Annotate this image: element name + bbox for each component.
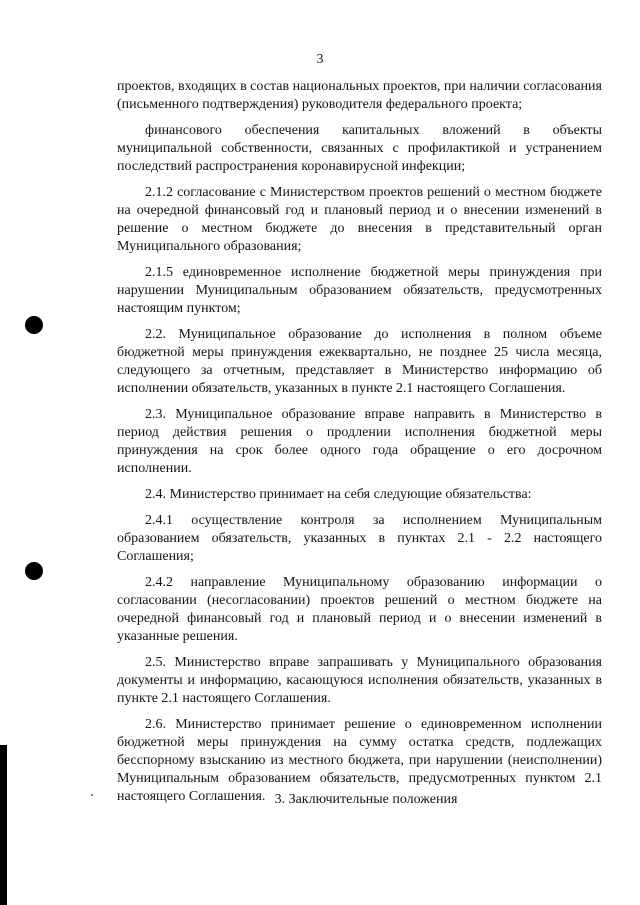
scan-speck <box>91 794 93 796</box>
scan-edge-shadow <box>0 745 7 905</box>
paragraph-2-3: 2.3. Муниципальное образование вправе направить в Министерство в период действия решения о продлении исполнения бюджетной меры принуждения на срок более одного года обращение о его досрочном исполнении. <box>117 407 602 476</box>
punch-hole-top <box>25 316 43 334</box>
paragraph-2-2: 2.2. Муниципальное образование до исполнения в полном объеме бюджетной меры принуждения ежеквартально, не позднее 25 числа месяца, следующего за отчетным, представляет в Министерство информацию об исполнении обязательств, указанных в пункте 2.1 настоящего Соглашения. <box>117 327 602 396</box>
paragraph-2-5: 2.5. Министерство вправе запрашивать у Муниципального образования документы и информацию, касающуюся исполнения обязательств, указанных в пункте 2.1 настоящего Соглашения. <box>117 655 602 706</box>
paragraph-2-4: 2.4. Министерство принимает на себя следующие обязательства: <box>145 487 532 502</box>
paragraph-national-projects: проектов, входящих в состав национальных проектов, при наличии согласования (письменного подтверждения) руководителя федерального проекта; <box>117 79 602 112</box>
paragraph-2-4-1: 2.4.1 осуществление контроля за исполнением Муниципальным образованием обязательств, указанных в пунктах 2.1 - 2.2 настоящего Соглашения; <box>117 513 602 564</box>
paragraph-2-6: 2.6. Министерство принимает решение о единовременном исполнении бюджетной меры принуждения на сумму остатка средств, подлежащих бесспорному взысканию из местного бюджета, при нарушении (неисполнении) Муниципальным образованием обязательств, предусмотренных пунктом 2.1 настоящего Соглашения. <box>117 717 602 804</box>
paragraph-2-4-2: 2.4.2 направление Муниципальному образованию информации о согласовании (несогласовании) проектов решений о местном бюджете на очередной финансовый год и плановый период и о внесении изменений в указанные решения. <box>117 575 602 644</box>
paragraph-2-1-2: 2.1.2 согласование с Министерством проектов решений о местном бюджете на очередной финансовый год и плановый период и о внесении изменений в решение о местном бюджете до внесения в представительный орган Муниципального образования; <box>117 185 602 254</box>
page-number: 3 <box>316 52 324 67</box>
punch-hole-bottom <box>25 562 43 580</box>
section-heading: 3. Заключительные положения <box>274 792 458 807</box>
paragraph-2-1-5: 2.1.5 единовременное исполнение бюджетной меры принуждения при нарушении Муниципальным образованием обязательств, предусмотренных настоящим пунктом; <box>117 265 602 316</box>
document-body <box>117 78 602 814</box>
paragraph-capital-investments: финансового обеспечения капитальных вложений в объекты муниципальной собственности, связанных с профилактикой и устранением последствий распространения коронавирусной инфекции; <box>117 123 602 174</box>
